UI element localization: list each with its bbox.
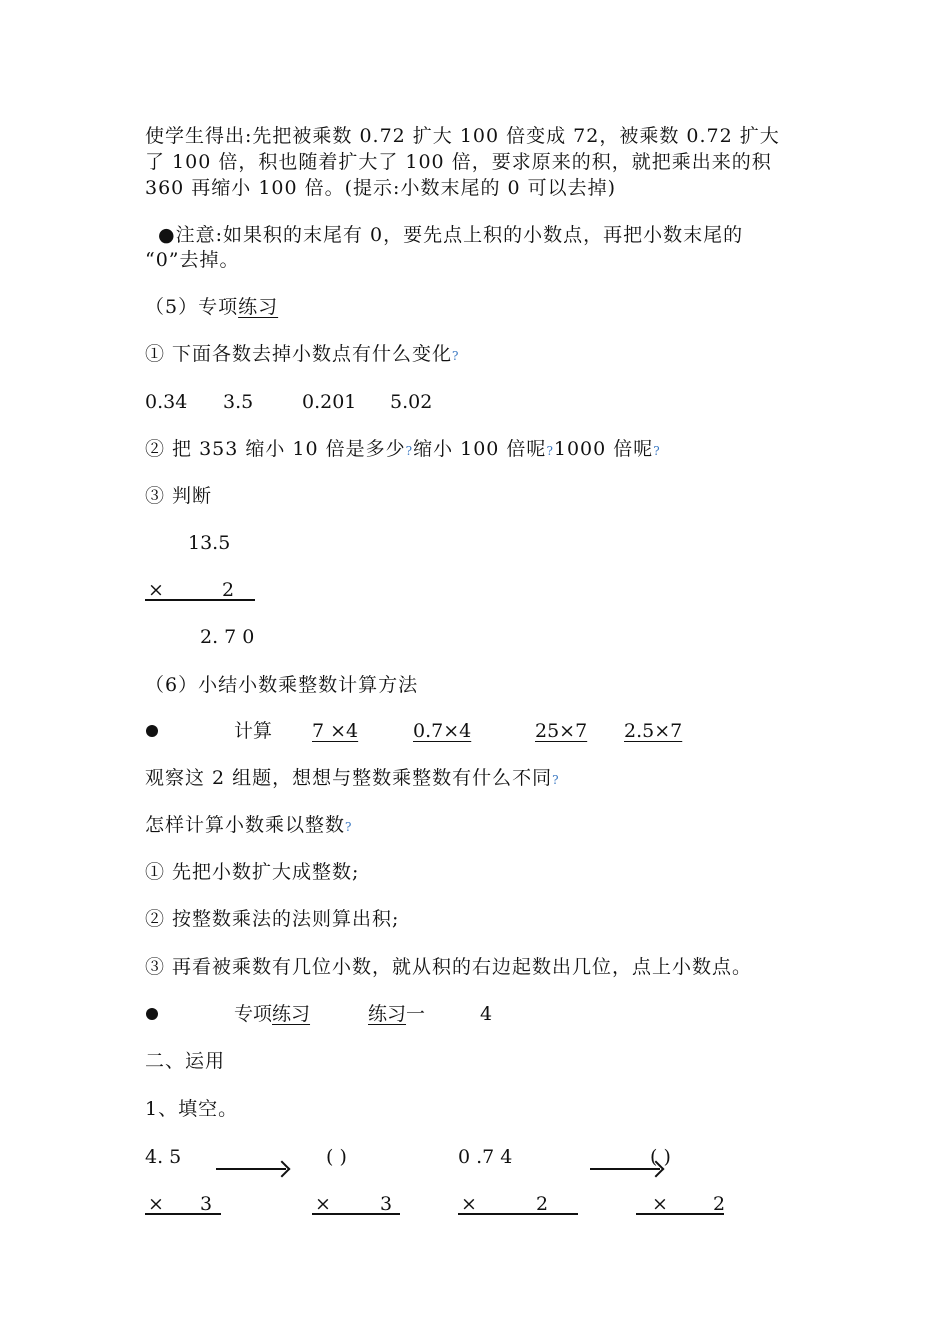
how-text: 怎样计算小数乘以整数 bbox=[145, 814, 346, 836]
problem-3-operator: × bbox=[461, 1193, 477, 1215]
step-item: ③ 再看被乘数有几位小数，就从积的右边起数出几位，点上小数点。 bbox=[145, 956, 753, 978]
problem-2-multiplier: 3 bbox=[380, 1193, 393, 1215]
question-2-part-2: 缩小 100 倍呢 bbox=[413, 438, 547, 460]
question-2 bbox=[145, 437, 661, 463]
judge-operator: × bbox=[148, 579, 164, 601]
problem-4-multiplier: 2 bbox=[713, 1193, 726, 1215]
problem-1-multiplier: 3 bbox=[200, 1193, 213, 1215]
judge-result: 2. 7 0 bbox=[200, 626, 255, 648]
calc-item: 0.7×4 bbox=[413, 720, 472, 742]
problem-4-blank: ( ) bbox=[650, 1146, 671, 1168]
calc-label: 计算 bbox=[234, 720, 273, 742]
step-item: ② 按整数乘法的法则算出积; bbox=[145, 908, 400, 930]
question-mark: ? bbox=[552, 773, 560, 787]
calc-item: 2.5×7 bbox=[624, 720, 683, 742]
practice-link: 练习 bbox=[272, 1003, 311, 1025]
observe-text: 观察这 2 组题，想想与整数乘整数有什么不同 bbox=[145, 767, 553, 789]
practice-exercise-link: 练习 bbox=[368, 1003, 407, 1025]
note-line-1: ●注意:如果积的末尾有 0，要先点上积的小数点，再把小数末尾的 bbox=[158, 224, 744, 246]
question-1 bbox=[145, 342, 459, 368]
problem-3-top: 0 .7 4 bbox=[458, 1146, 513, 1168]
question-mark: ? bbox=[345, 820, 353, 834]
practice-prefix: 专项 bbox=[234, 1003, 273, 1025]
calc-item: 7 ×4 bbox=[312, 720, 359, 742]
section-5-heading bbox=[145, 295, 278, 319]
intro-line-3: 360 再缩小 100 倍。(提示:小数末尾的 0 可以去掉) bbox=[145, 177, 617, 199]
section-5-underlined: 练习 bbox=[238, 296, 279, 318]
section-6-heading: （6）小结小数乘整数计算方法 bbox=[145, 674, 419, 696]
problem-2-blank: ( ) bbox=[326, 1146, 347, 1168]
problem-4-operator: × bbox=[652, 1193, 668, 1215]
how-question bbox=[145, 813, 352, 839]
problem-3-multiplier: 2 bbox=[536, 1193, 549, 1215]
question-3: ③ 判断 bbox=[145, 485, 213, 507]
judge-rule bbox=[145, 599, 255, 601]
problem-1-operator: × bbox=[148, 1193, 164, 1215]
number-item: 0.201 bbox=[302, 391, 357, 413]
question-mark: ? bbox=[653, 444, 661, 458]
problem-1-top: 4. 5 bbox=[145, 1146, 182, 1168]
step-item: ① 先把小数扩大成整数; bbox=[145, 861, 360, 883]
practice-label bbox=[234, 1002, 310, 1026]
number-item: 3.5 bbox=[223, 391, 254, 413]
bullet-icon bbox=[146, 1008, 158, 1020]
problem-2-operator: × bbox=[315, 1193, 331, 1215]
question-mark: ? bbox=[405, 444, 414, 458]
number-item: 0.34 bbox=[145, 391, 188, 413]
calc-item: 25×7 bbox=[535, 720, 588, 742]
question-2-part-3: 1000 倍呢 bbox=[553, 438, 654, 460]
question-2-part-1: ② 把 353 缩小 10 倍是多少 bbox=[145, 438, 406, 460]
section-2-heading: 二、运用 bbox=[145, 1050, 226, 1072]
question-mark: ? bbox=[546, 444, 554, 458]
observe-question bbox=[145, 766, 560, 792]
section-5-prefix: （5）专项 bbox=[145, 296, 239, 318]
problem-2-rule bbox=[312, 1213, 400, 1215]
problem-4-rule bbox=[636, 1213, 724, 1215]
bullet-icon bbox=[146, 725, 158, 737]
practice-number: 4 bbox=[480, 1003, 493, 1025]
judge-multiplier: 2 bbox=[222, 579, 235, 601]
number-item: 5.02 bbox=[390, 391, 433, 413]
judge-top-number: 13.5 bbox=[188, 532, 231, 554]
intro-line-1: 使学生得出:先把被乘数 0.72 扩大 100 倍变成 72，被乘数 0.72 扩大 bbox=[145, 125, 780, 147]
arrow-right-icon bbox=[216, 1168, 286, 1170]
problem-1-rule bbox=[145, 1213, 221, 1215]
practice-suffix: 一 bbox=[406, 1003, 426, 1025]
question-1-text: ① 下面各数去掉小数点有什么变化 bbox=[145, 343, 453, 365]
note-line-2: “0”去掉。 bbox=[145, 249, 240, 271]
practice-exercise bbox=[368, 1002, 425, 1026]
question-mark: ? bbox=[452, 349, 460, 363]
intro-line-2: 了 100 倍，积也随着扩大了 100 倍，要求原来的积，就把乘出来的积 bbox=[145, 151, 772, 173]
fill-blank-heading: 1、填空。 bbox=[145, 1098, 239, 1120]
problem-3-rule bbox=[458, 1213, 578, 1215]
